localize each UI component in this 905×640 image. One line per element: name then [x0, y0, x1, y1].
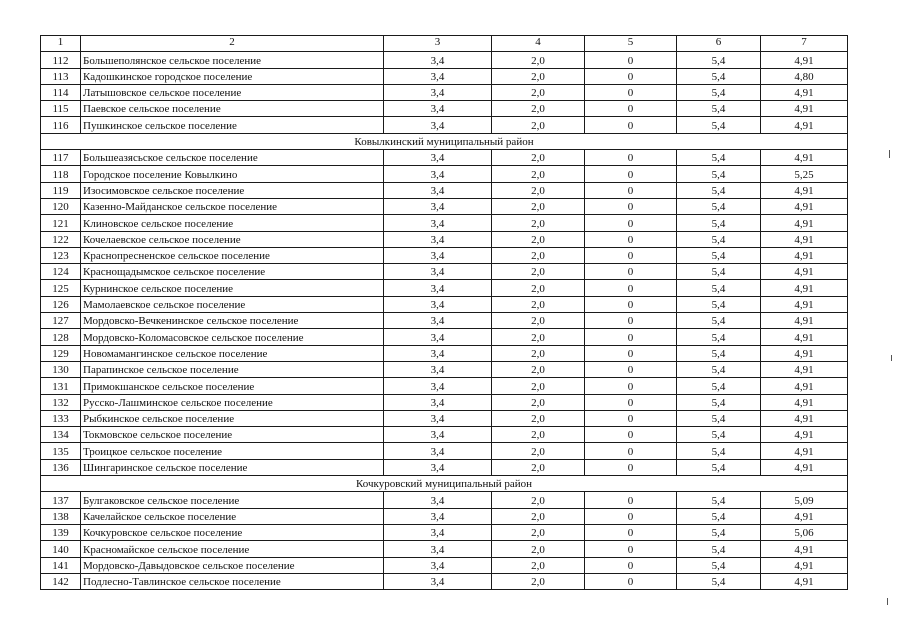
col-6-cell: 5,4	[677, 52, 761, 68]
header-cell: 7	[761, 36, 848, 52]
col-6-cell: 5,4	[677, 573, 761, 589]
table-row	[41, 492, 848, 508]
col-7-cell: 4,91	[761, 557, 848, 573]
settlement-name-cell: Примокшанское сельское поселение	[81, 378, 384, 394]
col-4-cell: 2,0	[492, 117, 585, 133]
col-3-cell: 3,4	[384, 247, 492, 263]
row-number-cell: 132	[41, 394, 81, 410]
col-3-cell: 3,4	[384, 492, 492, 508]
col-7-cell: 4,91	[761, 394, 848, 410]
col-6-cell: 5,4	[677, 329, 761, 345]
col-4-cell: 2,0	[492, 182, 585, 198]
table-row	[41, 557, 848, 573]
row-number-cell: 125	[41, 280, 81, 296]
col-3-cell: 3,4	[384, 101, 492, 117]
row-number-cell: 140	[41, 541, 81, 557]
row-number-cell: 114	[41, 84, 81, 100]
col-5-cell: 0	[585, 198, 677, 214]
header-cell: 6	[677, 36, 761, 52]
col-5-cell: 0	[585, 101, 677, 117]
settlement-name-cell: Краснопресненское сельское поселение	[81, 247, 384, 263]
col-6-cell: 5,4	[677, 247, 761, 263]
table-row	[41, 508, 848, 524]
table-row	[41, 313, 848, 329]
settlement-name-cell: Парапинское сельское поселение	[81, 361, 384, 377]
col-5-cell: 0	[585, 280, 677, 296]
settlement-name-cell: Булгаковское сельское поселение	[81, 492, 384, 508]
col-4-cell: 2,0	[492, 247, 585, 263]
col-4-cell: 2,0	[492, 378, 585, 394]
col-6-cell: 5,4	[677, 394, 761, 410]
col-7-cell: 4,91	[761, 264, 848, 280]
col-3-cell: 3,4	[384, 329, 492, 345]
col-5-cell: 0	[585, 361, 677, 377]
col-6-cell: 5,4	[677, 508, 761, 524]
col-7-cell: 4,91	[761, 378, 848, 394]
col-5-cell: 0	[585, 573, 677, 589]
section-row	[41, 476, 848, 492]
col-3-cell: 3,4	[384, 198, 492, 214]
table-row	[41, 280, 848, 296]
col-4-cell: 2,0	[492, 101, 585, 117]
col-4-cell: 2,0	[492, 508, 585, 524]
settlement-name-cell: Мамолаевское сельское поселение	[81, 296, 384, 312]
row-number-cell: 118	[41, 166, 81, 182]
settlement-name-cell: Мордовско-Коломасовское сельское поселение	[81, 329, 384, 345]
col-3-cell: 3,4	[384, 378, 492, 394]
col-4-cell: 2,0	[492, 231, 585, 247]
table-row	[41, 231, 848, 247]
table-row	[41, 524, 848, 540]
col-6-cell: 5,4	[677, 313, 761, 329]
col-5-cell: 0	[585, 394, 677, 410]
col-3-cell: 3,4	[384, 68, 492, 84]
col-6-cell: 5,4	[677, 459, 761, 475]
col-3-cell: 3,4	[384, 84, 492, 100]
col-3-cell: 3,4	[384, 280, 492, 296]
table-row	[41, 443, 848, 459]
col-4-cell: 2,0	[492, 427, 585, 443]
table-row	[41, 198, 848, 214]
col-4-cell: 2,0	[492, 524, 585, 540]
col-6-cell: 5,4	[677, 524, 761, 540]
row-number-cell: 138	[41, 508, 81, 524]
col-3-cell: 3,4	[384, 394, 492, 410]
col-3-cell: 3,4	[384, 508, 492, 524]
row-number-cell: 126	[41, 296, 81, 312]
col-6-cell: 5,4	[677, 345, 761, 361]
col-3-cell: 3,4	[384, 150, 492, 166]
col-4-cell: 2,0	[492, 198, 585, 214]
col-7-cell: 4,91	[761, 410, 848, 426]
settlement-name-cell: Казенно-Майданское сельское поселение	[81, 198, 384, 214]
col-7-cell: 4,91	[761, 150, 848, 166]
row-number-cell: 141	[41, 557, 81, 573]
col-7-cell: 4,91	[761, 443, 848, 459]
col-4-cell: 2,0	[492, 573, 585, 589]
settlement-name-cell: Городское поселение Ковылкино	[81, 166, 384, 182]
col-6-cell: 5,4	[677, 361, 761, 377]
settlement-name-cell: Токмовское сельское поселение	[81, 427, 384, 443]
col-7-cell: 5,06	[761, 524, 848, 540]
col-7-cell: 4,91	[761, 215, 848, 231]
col-6-cell: 5,4	[677, 296, 761, 312]
settlement-name-cell: Подлесно-Тавлинское сельское поселение	[81, 573, 384, 589]
col-5-cell: 0	[585, 410, 677, 426]
col-5-cell: 0	[585, 182, 677, 198]
col-5-cell: 0	[585, 52, 677, 68]
col-6-cell: 5,4	[677, 410, 761, 426]
col-6-cell: 5,4	[677, 117, 761, 133]
settlement-name-cell: Качелайское сельское поселение	[81, 508, 384, 524]
settlement-name-cell: Русско-Лашминское сельское поселение	[81, 394, 384, 410]
settlement-name-cell: Рыбкинское сельское поселение	[81, 410, 384, 426]
col-5-cell: 0	[585, 68, 677, 84]
col-7-cell: 4,91	[761, 247, 848, 263]
table-row	[41, 541, 848, 557]
col-3-cell: 3,4	[384, 52, 492, 68]
row-number-cell: 131	[41, 378, 81, 394]
row-number-cell: 115	[41, 101, 81, 117]
col-5-cell: 0	[585, 524, 677, 540]
row-number-cell: 139	[41, 524, 81, 540]
col-3-cell: 3,4	[384, 524, 492, 540]
row-number-cell: 113	[41, 68, 81, 84]
col-6-cell: 5,4	[677, 264, 761, 280]
col-7-cell: 4,91	[761, 427, 848, 443]
table-row	[41, 166, 848, 182]
col-3-cell: 3,4	[384, 166, 492, 182]
header-cell: 3	[384, 36, 492, 52]
table-row	[41, 329, 848, 345]
col-7-cell: 4,91	[761, 182, 848, 198]
col-7-cell: 4,91	[761, 231, 848, 247]
col-6-cell: 5,4	[677, 443, 761, 459]
table-row	[41, 410, 848, 426]
col-7-cell: 4,80	[761, 68, 848, 84]
row-number-cell: 135	[41, 443, 81, 459]
col-7-cell: 4,91	[761, 459, 848, 475]
settlement-name-cell: Краснощадымское сельское поселение	[81, 264, 384, 280]
table-row	[41, 117, 848, 133]
settlement-name-cell: Кочкуровское сельское поселение	[81, 524, 384, 540]
row-number-cell: 136	[41, 459, 81, 475]
table-row	[41, 52, 848, 68]
col-3-cell: 3,4	[384, 459, 492, 475]
col-5-cell: 0	[585, 296, 677, 312]
col-5-cell: 0	[585, 557, 677, 573]
col-5-cell: 0	[585, 215, 677, 231]
col-5-cell: 0	[585, 345, 677, 361]
header-cell: 2	[81, 36, 384, 52]
settlement-name-cell: Большеполянское сельское поселение	[81, 52, 384, 68]
col-4-cell: 2,0	[492, 296, 585, 312]
settlement-name-cell: Мордовско-Вечкенинское сельское поселение	[81, 313, 384, 329]
col-3-cell: 3,4	[384, 573, 492, 589]
settlement-name-cell: Кочелаевское сельское поселение	[81, 231, 384, 247]
col-4-cell: 2,0	[492, 541, 585, 557]
col-5-cell: 0	[585, 264, 677, 280]
section-title: Ковылкинский муниципальный район	[41, 133, 848, 149]
header-cell: 1	[41, 36, 81, 52]
col-4-cell: 2,0	[492, 166, 585, 182]
table-row	[41, 427, 848, 443]
col-6-cell: 5,4	[677, 198, 761, 214]
row-number-cell: 124	[41, 264, 81, 280]
row-number-cell: 120	[41, 198, 81, 214]
table-row	[41, 459, 848, 475]
table-row	[41, 345, 848, 361]
table-row	[41, 101, 848, 117]
col-4-cell: 2,0	[492, 492, 585, 508]
col-5-cell: 0	[585, 427, 677, 443]
col-7-cell: 5,09	[761, 492, 848, 508]
settlement-name-cell: Красномайское сельское поселение	[81, 541, 384, 557]
col-5-cell: 0	[585, 329, 677, 345]
col-7-cell: 4,91	[761, 84, 848, 100]
section-row	[41, 133, 848, 149]
col-7-cell: 4,91	[761, 280, 848, 296]
header-cell: 5	[585, 36, 677, 52]
row-number-cell: 133	[41, 410, 81, 426]
col-5-cell: 0	[585, 84, 677, 100]
col-7-cell: 4,91	[761, 329, 848, 345]
col-4-cell: 2,0	[492, 215, 585, 231]
table-row	[41, 394, 848, 410]
col-4-cell: 2,0	[492, 84, 585, 100]
col-7-cell: 4,91	[761, 52, 848, 68]
settlement-name-cell: Клиновское сельское поселение	[81, 215, 384, 231]
col-6-cell: 5,4	[677, 182, 761, 198]
col-4-cell: 2,0	[492, 394, 585, 410]
col-6-cell: 5,4	[677, 557, 761, 573]
table-row	[41, 68, 848, 84]
table-row	[41, 361, 848, 377]
row-number-cell: 112	[41, 52, 81, 68]
col-4-cell: 2,0	[492, 150, 585, 166]
col-5-cell: 0	[585, 541, 677, 557]
col-4-cell: 2,0	[492, 329, 585, 345]
col-3-cell: 3,4	[384, 361, 492, 377]
col-6-cell: 5,4	[677, 231, 761, 247]
header-cell: 4	[492, 36, 585, 52]
col-6-cell: 5,4	[677, 492, 761, 508]
row-number-cell: 137	[41, 492, 81, 508]
settlements-table	[40, 35, 848, 590]
table-row	[41, 296, 848, 312]
row-number-cell: 119	[41, 182, 81, 198]
margin-mark	[887, 598, 888, 605]
col-5-cell: 0	[585, 378, 677, 394]
col-5-cell: 0	[585, 150, 677, 166]
row-number-cell: 121	[41, 215, 81, 231]
col-3-cell: 3,4	[384, 264, 492, 280]
table-row	[41, 247, 848, 263]
table-row	[41, 182, 848, 198]
col-6-cell: 5,4	[677, 150, 761, 166]
col-3-cell: 3,4	[384, 557, 492, 573]
table-row	[41, 573, 848, 589]
col-4-cell: 2,0	[492, 52, 585, 68]
settlement-name-cell: Шингаринское сельское поселение	[81, 459, 384, 475]
col-4-cell: 2,0	[492, 264, 585, 280]
col-5-cell: 0	[585, 508, 677, 524]
col-7-cell: 4,91	[761, 296, 848, 312]
settlement-name-cell: Троицкое сельское поселение	[81, 443, 384, 459]
settlement-name-cell: Паевское сельское поселение	[81, 101, 384, 117]
col-3-cell: 3,4	[384, 296, 492, 312]
table-row	[41, 84, 848, 100]
settlement-name-cell: Новомамангинское сельское поселение	[81, 345, 384, 361]
col-7-cell: 4,91	[761, 345, 848, 361]
col-3-cell: 3,4	[384, 410, 492, 426]
col-3-cell: 3,4	[384, 443, 492, 459]
settlement-name-cell: Большеазясьское сельское поселение	[81, 150, 384, 166]
col-3-cell: 3,4	[384, 541, 492, 557]
col-4-cell: 2,0	[492, 361, 585, 377]
col-5-cell: 0	[585, 492, 677, 508]
settlement-name-cell: Пушкинское сельское поселение	[81, 117, 384, 133]
col-3-cell: 3,4	[384, 231, 492, 247]
row-number-cell: 130	[41, 361, 81, 377]
col-6-cell: 5,4	[677, 280, 761, 296]
table-row	[41, 215, 848, 231]
settlement-name-cell: Кадошкинское городское поселение	[81, 68, 384, 84]
col-5-cell: 0	[585, 117, 677, 133]
col-5-cell: 0	[585, 231, 677, 247]
col-3-cell: 3,4	[384, 313, 492, 329]
header-row	[41, 36, 848, 52]
col-4-cell: 2,0	[492, 459, 585, 475]
col-6-cell: 5,4	[677, 101, 761, 117]
col-7-cell: 4,91	[761, 573, 848, 589]
col-6-cell: 5,4	[677, 166, 761, 182]
margin-mark	[891, 355, 892, 361]
col-7-cell: 4,91	[761, 198, 848, 214]
col-3-cell: 3,4	[384, 215, 492, 231]
col-6-cell: 5,4	[677, 427, 761, 443]
margin-mark	[889, 150, 890, 158]
col-5-cell: 0	[585, 313, 677, 329]
col-6-cell: 5,4	[677, 378, 761, 394]
col-4-cell: 2,0	[492, 68, 585, 84]
table-row	[41, 378, 848, 394]
settlement-name-cell: Мордовско-Давыдовское сельское поселение	[81, 557, 384, 573]
col-7-cell: 4,91	[761, 541, 848, 557]
col-4-cell: 2,0	[492, 280, 585, 296]
col-6-cell: 5,4	[677, 541, 761, 557]
col-4-cell: 2,0	[492, 313, 585, 329]
col-3-cell: 3,4	[384, 182, 492, 198]
row-number-cell: 116	[41, 117, 81, 133]
col-5-cell: 0	[585, 443, 677, 459]
col-4-cell: 2,0	[492, 345, 585, 361]
section-title: Кочкуровский муниципальный район	[41, 476, 848, 492]
col-7-cell: 5,25	[761, 166, 848, 182]
col-6-cell: 5,4	[677, 84, 761, 100]
row-number-cell: 128	[41, 329, 81, 345]
row-number-cell: 129	[41, 345, 81, 361]
col-4-cell: 2,0	[492, 557, 585, 573]
col-7-cell: 4,91	[761, 361, 848, 377]
col-3-cell: 3,4	[384, 427, 492, 443]
row-number-cell: 123	[41, 247, 81, 263]
col-6-cell: 5,4	[677, 215, 761, 231]
col-7-cell: 4,91	[761, 101, 848, 117]
col-3-cell: 3,4	[384, 345, 492, 361]
col-7-cell: 4,91	[761, 313, 848, 329]
col-7-cell: 4,91	[761, 508, 848, 524]
row-number-cell: 122	[41, 231, 81, 247]
table-row	[41, 150, 848, 166]
settlement-name-cell: Изосимовское сельское поселение	[81, 182, 384, 198]
col-6-cell: 5,4	[677, 68, 761, 84]
col-5-cell: 0	[585, 166, 677, 182]
settlement-name-cell: Латышовское сельское поселение	[81, 84, 384, 100]
row-number-cell: 134	[41, 427, 81, 443]
row-number-cell: 117	[41, 150, 81, 166]
col-5-cell: 0	[585, 247, 677, 263]
col-5-cell: 0	[585, 459, 677, 475]
settlement-name-cell: Курнинское сельское поселение	[81, 280, 384, 296]
col-7-cell: 4,91	[761, 117, 848, 133]
col-3-cell: 3,4	[384, 117, 492, 133]
row-number-cell: 142	[41, 573, 81, 589]
col-4-cell: 2,0	[492, 410, 585, 426]
table-row	[41, 264, 848, 280]
col-4-cell: 2,0	[492, 443, 585, 459]
row-number-cell: 127	[41, 313, 81, 329]
table-body	[41, 52, 848, 590]
